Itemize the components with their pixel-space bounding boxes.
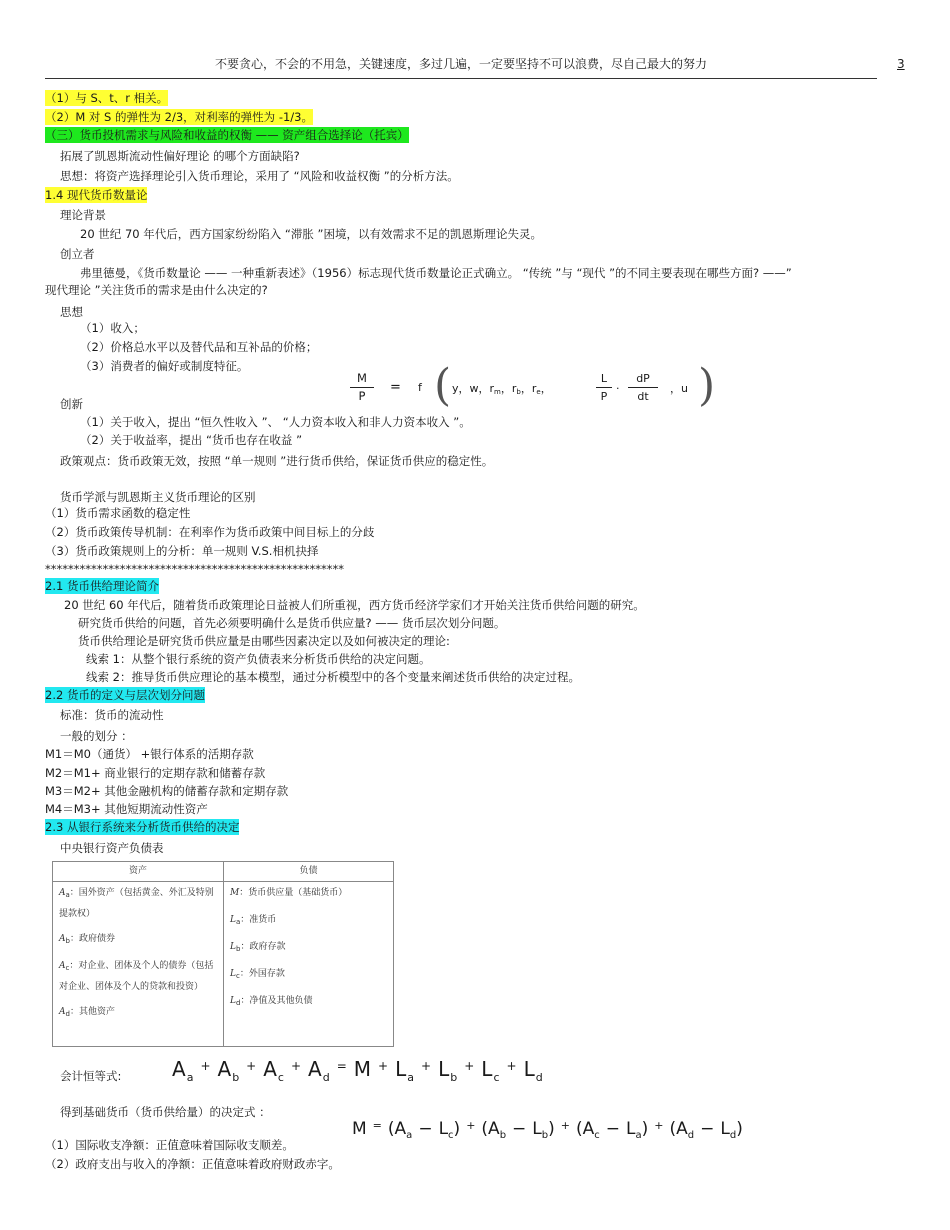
text-line	[60, 246, 95, 263]
highlighted-heading	[45, 127, 409, 144]
line-text: （2）政府支出与收入的净额：正值意味着政府财政赤字。	[45, 1157, 340, 1171]
text-line	[60, 489, 256, 506]
text-line	[60, 207, 106, 224]
accounting-identity: $A_a^+$ $A_b^+$ $A_c^+$ $A_d^=$ M + $L_a^+$ $L_b^+$ $L_c^+$ $L_d$	[172, 1057, 544, 1084]
text-line	[45, 746, 254, 763]
assets-column	[53, 882, 224, 1047]
line-text: 弗里德曼，《货币数量论 —— 一种重新表述》（1956）标志现代货币数量论正式确立。 “传统 ”与 “现代 ”的不同主要表现在哪些方面? ——”	[80, 266, 792, 280]
line-text: 现代理论 ”关注货币的需求是由什么决定的?	[45, 283, 268, 297]
balance-sheet-item: $L_d$：净值及其他负债	[230, 996, 313, 1007]
base-money-equation: M = $(A_a - L_c)$ + $(A_b - L_b)$ + $(A_c - L_a)$ + $(A_d - L_d)$	[352, 1119, 743, 1141]
text-line	[86, 669, 580, 686]
line-text: （1）国际收支净额：正值意味着国际收支顺差。	[45, 1138, 294, 1152]
line-text: 线索 1：从整个银行系统的资产负债表来分析货币供给的决定问题。	[86, 652, 431, 666]
fraction-dp-dt	[628, 370, 658, 405]
formula-equals: =	[390, 380, 401, 395]
line-text: 20 世纪 70 年代后，西方国家纷纷陷入 “滞胀 ”困境，以有效需求不足的凯恩斯理论失灵。	[80, 227, 542, 241]
liabilities-column	[224, 882, 394, 1047]
line-text: 会计恒等式:	[60, 1069, 122, 1083]
text-line	[60, 707, 164, 724]
fraction-denominator: P	[596, 387, 612, 405]
line-text: 得到基础货币（货币供给量）的决定式 ：	[60, 1105, 271, 1119]
highlighted-heading	[45, 90, 168, 107]
text-line	[45, 801, 208, 818]
line-text: 中央银行资产负债表	[60, 841, 164, 855]
fraction-numerator: M	[357, 371, 367, 385]
highlighted-heading	[45, 578, 159, 595]
text-line	[45, 561, 344, 578]
line-text: 思想	[60, 305, 83, 319]
text-line	[60, 840, 164, 857]
balance-sheet-item: $A_d$：其他资产	[59, 1007, 115, 1018]
line-text: ****************************************************	[45, 562, 344, 576]
formula-tail: ，u	[670, 382, 688, 395]
text-line	[78, 633, 450, 650]
line-text: 2.2 货币的定义与层次划分问题	[45, 688, 205, 702]
left-brace: (	[434, 360, 452, 411]
line-text: 一般的划分 ：	[60, 729, 133, 743]
formula-args: y，w，$r_m$，$r_b$，$r_e$，	[452, 382, 552, 396]
central-bank-balance-sheet	[52, 861, 394, 1047]
line-text: 创立者	[60, 247, 95, 261]
text-line	[60, 453, 493, 470]
fraction-m-over-p	[350, 370, 374, 405]
column-header-assets: 资产	[53, 862, 224, 882]
balance-sheet-item: $L_c$：外国存款	[230, 969, 285, 980]
line-text: M3＝M2+ 其他金融机构的储蓄存款和定期存款	[45, 784, 289, 798]
text-line	[60, 1104, 271, 1121]
line-text: 货币学派与凯恩斯主义货币理论的区别	[60, 490, 256, 504]
highlighted-heading	[45, 819, 239, 836]
fraction-numerator: dP	[636, 372, 650, 385]
line-text: （2）M 对 S 的弹性为 2/3，对利率的弹性为 -1/3。	[45, 110, 313, 124]
line-text: （2）价格总水平以及替代品和互补品的价格；	[80, 340, 318, 354]
line-text: （3）消费者的偏好或制度特征。	[80, 359, 249, 373]
highlighted-heading	[45, 187, 147, 204]
text-line	[60, 1068, 121, 1085]
text-line	[60, 304, 83, 321]
line-text: （1）货币需求函数的稳定性	[45, 506, 191, 520]
balance-sheet-item: $A_a$：国外资产（包括黄金、外汇及特别提款权）	[59, 888, 214, 919]
fraction-numerator: L	[600, 372, 608, 385]
balance-sheet-item: M：货币供应量（基础货币）	[230, 888, 348, 898]
line-text: （3）货币政策规则上的分析：单一规则 V.S.相机抉择	[45, 544, 319, 558]
text-line	[80, 432, 302, 449]
text-line	[80, 226, 542, 243]
line-text: 线索 2：推导货币供应理论的基本模型，通过分析模型中的各个变量来阐述货币供给的决定过程。	[86, 670, 580, 684]
text-line	[78, 615, 505, 632]
text-line	[60, 396, 83, 413]
line-text: （2）货币政策传导机制：在利率作为货币政策中间目标上的分歧	[45, 525, 375, 539]
line-text: （1）与 S、t、r 相关。	[45, 91, 169, 105]
line-text: 政策观点：货币政策无效，按照 “单一规则 ”进行货币供给，保证货币供应的稳定性。	[60, 454, 494, 468]
line-text: 1.4 现代货币数量论	[45, 188, 148, 202]
line-text: M2＝M1+ 商业银行的定期存款和储蓄存款	[45, 766, 266, 780]
formula-function: f	[418, 381, 422, 394]
line-text: 理论背景	[60, 208, 106, 222]
balance-sheet-item: $L_b$：政府存款	[230, 942, 286, 953]
text-line	[45, 505, 190, 522]
text-line	[45, 765, 265, 782]
line-text: （2）关于收益率，提出 “货币也存在收益 ”	[80, 433, 303, 447]
text-line	[45, 524, 374, 541]
line-text: M4＝M3+ 其他短期流动性资产	[45, 802, 208, 816]
line-text: 拓展了凯恩斯流动性偏好理论 的哪个方面缺陷?	[60, 149, 300, 163]
text-line	[45, 1137, 294, 1154]
page-header: 不要贪心，不会的不用急，关键速度，多过几遍，一定要坚持不可以浪费，尽自己最大的努力	[214, 57, 707, 71]
balance-sheet-item: $L_a$：准货币	[230, 915, 277, 926]
line-text: （1）收入；	[80, 321, 145, 335]
line-text: （1）关于收入，提出 “恒久性收入 ”、 “人力资本收入和非人力资本收入 ”。	[80, 415, 471, 429]
highlighted-heading	[45, 109, 313, 126]
text-line	[45, 543, 318, 560]
line-text: 2.3 从银行系统来分析货币供给的决定	[45, 820, 240, 834]
page-number: 3	[897, 57, 905, 71]
fraction-l-over-p	[596, 370, 612, 405]
line-text: 20 世纪 60 年代后，随着货币政策理论日益被人们所重视，西方货币经济学家们才开始关注货币供给问题的研究。	[64, 598, 645, 612]
formula-dot: ·	[616, 382, 620, 395]
line-text: M1＝M0（通货） +银行体系的活期存款	[45, 747, 254, 761]
line-text: 创新	[60, 397, 83, 411]
text-line	[80, 339, 317, 356]
text-line	[80, 358, 248, 375]
line-text: 思想：将资产选择理论引入货币理论，采用了 “风险和收益权衡 ”的分析方法。	[60, 169, 459, 183]
column-header-liabilities: 负债	[224, 862, 394, 882]
text-line	[45, 1156, 340, 1173]
fraction-denominator: dt	[628, 387, 658, 405]
text-line	[64, 597, 645, 614]
text-line	[60, 168, 459, 185]
text-line	[45, 783, 288, 800]
text-line	[80, 320, 145, 337]
text-line	[60, 728, 133, 745]
line-text: 标准：货币的流动性	[60, 708, 164, 722]
fraction-denominator: P	[350, 387, 374, 405]
text-line	[86, 651, 430, 668]
line-text: （三）货币投机需求与风险和收益的权衡 —— 资产组合选择论（托宾）	[45, 128, 409, 142]
balance-sheet-item: $A_c$：对企业、团体及个人的债券（包括对企业、团体及个人的贷款和投资）	[59, 961, 214, 992]
text-line	[80, 265, 792, 282]
right-brace: )	[698, 360, 716, 411]
line-text: 2.1 货币供给理论简介	[45, 579, 159, 593]
highlighted-heading	[45, 687, 205, 704]
text-line	[60, 148, 300, 165]
header-rule	[45, 78, 877, 79]
balance-sheet-item: $A_b$：政府债券	[59, 934, 115, 945]
line-text: 研究货币供给的问题，首先必须要明确什么是货币供应量? —— 货币层次划分问题。	[78, 616, 506, 630]
text-line	[45, 282, 268, 299]
text-line	[80, 414, 471, 431]
line-text: 货币供给理论是研究货币供应量是由哪些因素决定以及如何被决定的理论:	[78, 634, 450, 648]
